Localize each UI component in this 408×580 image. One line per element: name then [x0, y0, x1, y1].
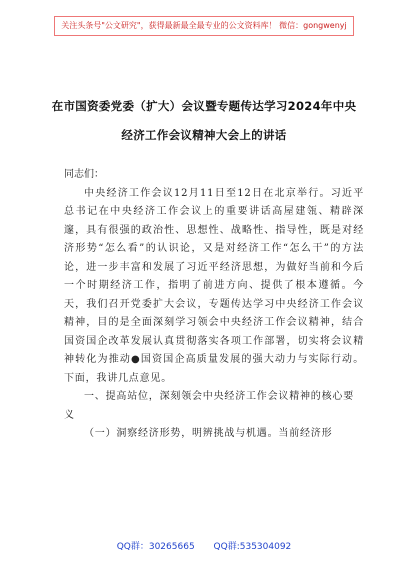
title-line-2: 经济工作会议精神大会上的讲话 — [121, 128, 287, 142]
title-line-1: 在市国资委党委（扩大）会议暨专题传达学习2024年中央 — [51, 99, 357, 113]
paragraph-1: 中央经济工作会议12月11日至12日在北京举行。习近平总书记在中央经济工作会议上的重要讲话高屋建瓴、精辟深邃，具有很强的政治性、思想性、战略性、指导性，既是对经济形势“怎么看”的认识论，又是对经济工作“怎么干”的方法论，进一步丰富和发展了习近平经济思想，为做好当前和今后一个时期经济工作，指明了前进方向、提供了根本遵循。今天，我们召开党委扩大会议，专题传达学习中央经济工作会议精神，目的是全面深刻学习领会中央经济工作会议精神，结合国资国企改革发展认真贯彻落实各项工作部署，切实将会议精神转化为推动●国资国企高质量发展的强大动力与实际行动。下面，我讲几点意见。 — [64, 187, 364, 384]
section-heading-1: 一、提高站位，深刻领会中央经济工作会议精神的核心要义 — [64, 391, 354, 421]
salutation: 同志们： — [64, 169, 104, 180]
footer-contacts — [0, 539, 408, 552]
footer-qq-group-1: QQ群：30265665 — [116, 542, 195, 552]
footer-qq-group-2: QQ群:535304092 — [213, 542, 292, 552]
promo-banner: 关注头条号"公文研究"，获得最新最全最专业的公文资料库！ 微信：gongwenyj — [54, 16, 354, 36]
speech-body — [64, 166, 364, 444]
subsection-heading-1: （一）洞察经济形势，明辨挑战与机遇。当前经济形 — [84, 428, 333, 439]
